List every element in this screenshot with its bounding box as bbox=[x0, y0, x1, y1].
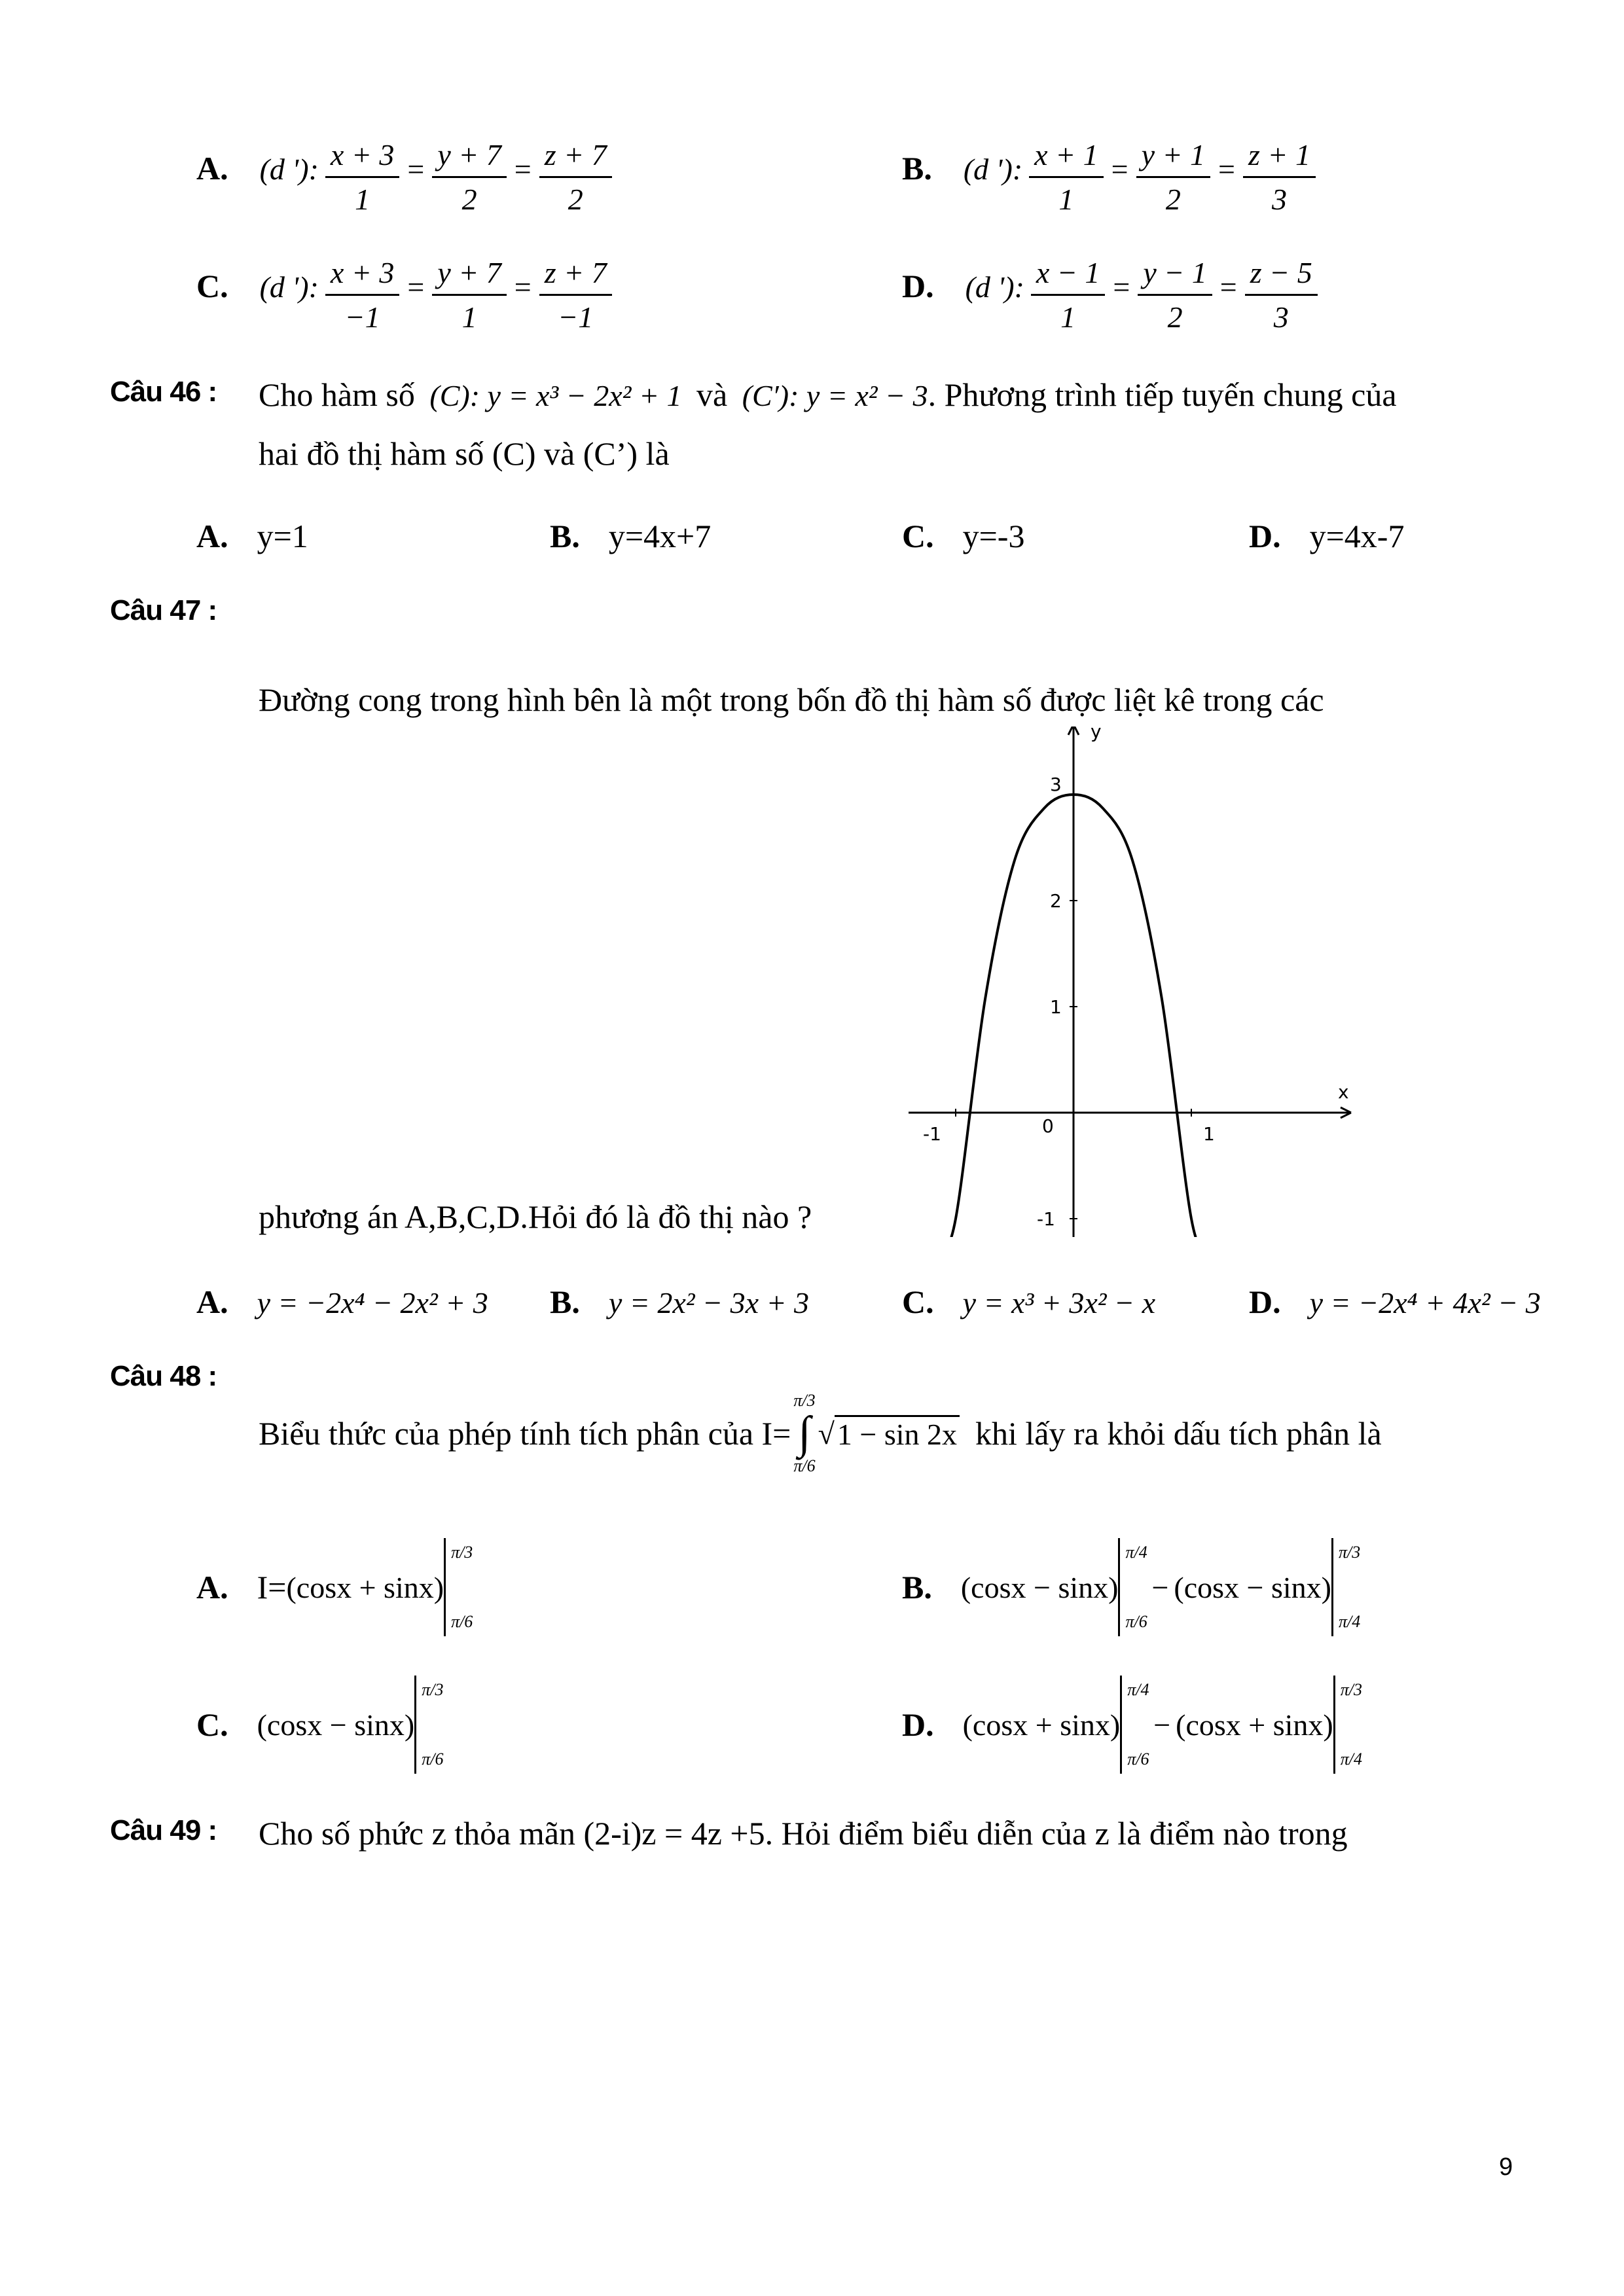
q46-option-d[interactable]: D. y=4x-7 bbox=[1249, 518, 1405, 554]
q45-option-d[interactable]: D. (d '): $\frac{x - 1}{1}$ = $\frac{y - 1}{2}$ = $\frac{z - 5}{3}$ bbox=[902, 255, 1322, 334]
q47-option-b[interactable]: B. y = 2x² − 3x + 3 bbox=[550, 1283, 810, 1320]
option-label: A. bbox=[196, 150, 228, 187]
option-label: D. bbox=[902, 268, 934, 305]
q46-option-b[interactable]: B. y=4x+7 bbox=[550, 518, 712, 554]
q48-option-d[interactable]: D. (cosx + sinx) π/4 π/6 − (cosx + sinx) π/3 π/4 bbox=[902, 1672, 1362, 1777]
q47-option-c[interactable]: C. y = x³ + 3x² − x bbox=[902, 1283, 1155, 1320]
axes bbox=[909, 726, 1351, 1237]
q46-option-a[interactable]: A. y=1 bbox=[196, 518, 308, 554]
option-label: B. bbox=[902, 150, 932, 187]
q46-option-c[interactable]: C. y=-3 bbox=[902, 518, 1025, 554]
q46-line1: Cho hàm số (C): y = x³ − 2x² + 1 và (C′): y = x² − 3. Phương trình tiếp tuyến chung của bbox=[259, 376, 1397, 413]
integrand: 1 − sin 2x bbox=[835, 1415, 960, 1452]
q48-option-a[interactable]: A. I= (cosx + sinx) π/3 π/6 bbox=[196, 1535, 472, 1640]
x-tick-label: 1 bbox=[1203, 1123, 1215, 1145]
formula-c-prime: (C′): y = x² − 3 bbox=[742, 379, 928, 412]
line-name: (d '): bbox=[963, 152, 1023, 187]
y-tick-label: -1 bbox=[1037, 1208, 1055, 1230]
q48-option-b[interactable]: B. (cosx − sinx) π/4 π/6 − (cosx − sinx) π/3 π/4 bbox=[902, 1535, 1360, 1640]
q49-text: Cho số phức z thỏa mãn (2-i)z = 4z +5. Hỏi điểm biểu diễn của z là điểm nào trong bbox=[259, 1815, 1348, 1852]
line-name: (d '): bbox=[259, 270, 319, 304]
option-label: C. bbox=[196, 268, 228, 305]
q47-option-a[interactable]: A. y = −2x⁴ − 2x² + 3 bbox=[196, 1283, 488, 1320]
integral-sign: π/3 ∫ π/6 bbox=[793, 1391, 816, 1475]
q48-line1: Biểu thức của phép tính tích phân của I= π/3 ∫ π/6 √ 1 − sin 2x khi lấy ra khỏi dấu tích phân là bbox=[259, 1391, 1382, 1475]
question-label-47: Câu 47 : bbox=[110, 594, 217, 626]
q45-option-c[interactable]: C. (d '): $\frac{x + 3}{-1}$ = $\frac{y + 7}{1}$ = $\frac{z + 7}{-1}$ bbox=[196, 255, 616, 334]
question-label-49: Câu 49 : bbox=[110, 1814, 217, 1846]
q46-line2: hai đồ thị hàm số (C) và (C’) là bbox=[259, 435, 670, 472]
line-name: (d '): bbox=[965, 270, 1024, 304]
q45-option-a[interactable]: A. (d '): $\frac{x + 3}{1}$ = $\frac{y + 7}{2}$ = $\frac{z + 7}{2}$ bbox=[196, 137, 616, 217]
y-tick-label: 1 bbox=[1050, 996, 1062, 1018]
q47-graph bbox=[897, 726, 1362, 1237]
q48-option-c[interactable]: C. (cosx − sinx) π/3 π/6 bbox=[196, 1672, 442, 1777]
question-label-46: Câu 46 : bbox=[110, 376, 217, 408]
question-label-48: Câu 48 : bbox=[110, 1360, 217, 1392]
q45-option-b[interactable]: B. (d '): $\frac{x + 1}{1}$ = $\frac{y + 1}{2}$ = $\frac{z + 1}{3}$ bbox=[902, 137, 1320, 217]
page-number: 9 bbox=[1499, 2153, 1513, 2181]
x-tick-label: 0 bbox=[1042, 1115, 1054, 1137]
formula-c: (C): y = x³ − 2x² + 1 bbox=[429, 379, 682, 412]
x-axis-label: x bbox=[1338, 1081, 1349, 1103]
q47-line1: Đường cong trong hình bên là một trong bốn đồ thị hàm số được liệt kê trong các bbox=[259, 681, 1324, 718]
y-tick-label: 3 bbox=[1050, 774, 1062, 795]
x-tick-label: -1 bbox=[923, 1123, 941, 1145]
line-name: (d '): bbox=[259, 152, 319, 187]
q47-option-d[interactable]: D. y = −2x⁴ + 4x² − 3 bbox=[1249, 1283, 1541, 1320]
y-tick-label: 2 bbox=[1050, 890, 1062, 912]
q47-line2: phương án A,B,C,D.Hỏi đó là đồ thị nào ? bbox=[259, 1198, 812, 1235]
y-axis-label: y bbox=[1091, 726, 1102, 742]
